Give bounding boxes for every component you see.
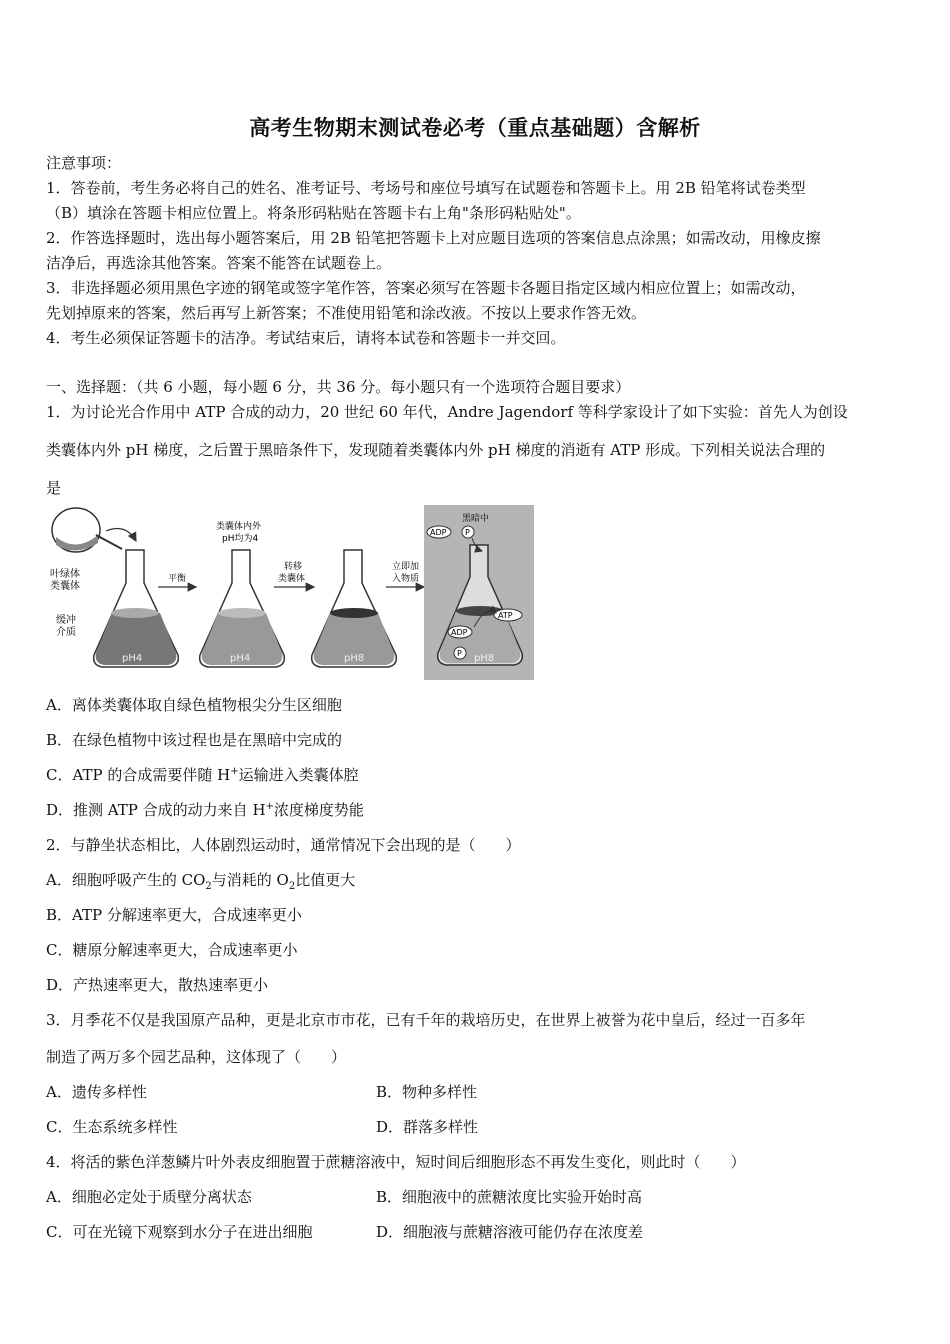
flask-3 — [312, 550, 397, 667]
ph-label: pH4 — [122, 653, 143, 664]
q4-option-b: B．细胞液中的蔗糖浓度比实验开始时高 — [376, 1188, 643, 1206]
ph-label: pH4 — [230, 653, 251, 664]
q2-option-c: C．糖原分解速率更大，合成速率更小 — [46, 941, 298, 959]
question-1-stem: 是 — [46, 479, 62, 497]
label-adp: ADP — [451, 628, 468, 637]
label-p: P — [465, 528, 470, 537]
q4-option-d: D．细胞液与蔗糖溶液可能仍存在浓度差 — [376, 1223, 644, 1241]
label-atp: ATP — [498, 611, 513, 620]
notice-line: 3．非选择题必须用黑色字迹的钢笔或签字笔作答，答案必须写在答题卡各题目指定区域内相应位置上；如需改动， — [46, 279, 806, 297]
label-buffer: 缓冲 — [56, 615, 76, 626]
question-2-stem: 2．与静坐状态相比，人体剧烈运动时，通常情况下会出现的是（ ） — [46, 836, 521, 854]
arrow-label-add: 立即加 — [392, 562, 420, 572]
q2-option-d: D．产热速率更大，散热速率更小 — [46, 976, 269, 994]
q2-option-b: B．ATP 分解速率更大，合成速率更小 — [46, 906, 302, 924]
notice-line: 先划掉原来的答案，然后再写上新答案；不准使用铅笔和涂改液。不按以上要求作答无效。 — [46, 304, 647, 322]
q4-option-c: C．可在光镜下观察到水分子在进出细胞 — [46, 1223, 313, 1241]
q3-option-a: A．遗传多样性 — [46, 1083, 147, 1101]
arrow-label-substance: 入物质 — [392, 574, 420, 584]
notice-line: 2．作答选择题时，选出每小题答案后，用 2B 铅笔把答题卡上对应题目选项的答案信息点涂黑；如需改动，用橡皮擦 — [46, 229, 821, 247]
label-p: P — [457, 649, 462, 658]
label-thylakoid: 类囊体 — [50, 581, 80, 592]
label-chloroplast: 叶绿体 — [50, 569, 80, 580]
q1-option-a: A．离体类囊体取自绿色植物根尖分生区细胞 — [46, 696, 342, 714]
label-inside-outside: 类囊体内外 — [216, 522, 262, 532]
q1-option-c: C．ATP 的合成需要伴随 H+运输进入类囊体腔 — [46, 766, 359, 784]
notice-heading: 注意事项： — [46, 154, 122, 172]
q1-option-b: B．在绿色植物中该过程也是在黑暗中完成的 — [46, 731, 343, 749]
arrow-label-transfer: 转移 — [284, 562, 303, 572]
label-medium: 介质 — [56, 627, 76, 638]
section-heading: 一、选择题：（共 6 小题，每小题 6 分，共 36 分。每小题只有一个选项符合题目要求） — [46, 378, 631, 396]
label-adp: ADP — [430, 528, 447, 537]
question-3-stem: 3．月季花不仅是我国原产品种，更是北京市市花，已有千年的栽培历史，在世界上被誉为花中皇后，经过一百多年 — [46, 1011, 806, 1029]
q1-option-d: D．推测 ATP 合成的动力来自 H+浓度梯度势能 — [46, 801, 364, 819]
q3-option-d: D．群落多样性 — [376, 1118, 479, 1136]
notice-line: 1．答卷前，考生务必将自己的姓名、准考证号、考场号和座位号填写在试题卷和答题卡上。用 2B 铅笔将试卷类型 — [46, 179, 806, 197]
ph-label: pH8 — [474, 653, 495, 664]
ph-label: pH8 — [344, 653, 365, 664]
question-1-stem: 类囊体内外 pH 梯度，之后置于黑暗条件下，发现随着类囊体内外 pH 梯度的消逝有 ATP 形成。下列相关说法合理的 — [46, 441, 826, 459]
notice-line: （B）填涂在答题卡相应位置上。将条形码粘贴在答题卡右上角"条形码粘贴处"。 — [46, 204, 581, 222]
question-1-stem: 1．为讨论光合作用中 ATP 合成的动力，20 世纪 60 年代，Andre Jagendorf 等科学家设计了如下实验：首先人为创设 — [46, 403, 848, 421]
q2-option-a: A．细胞呼吸产生的 $CO_2$与消耗的 $O_2$比值更大 — [46, 871, 356, 892]
q3-option-c: C．生态系统多样性 — [46, 1118, 178, 1136]
question-4-stem: 4．将活的紫色洋葱鳞片叶外表皮细胞置于蔗糖溶液中，短时间后细胞形态不再发生变化，则此时（ ） — [46, 1153, 746, 1171]
label-dark: 黑暗中 — [462, 514, 490, 524]
label-ph-equal: pH均为4 — [222, 534, 259, 544]
q3-option-b: B．物种多样性 — [376, 1083, 478, 1101]
notice-line: 洁净后，再选涂其他答案。答案不能答在试题卷上。 — [46, 254, 392, 272]
question-3-stem: 制造了两万多个园艺品种，这体现了（ ） — [46, 1048, 347, 1066]
q4-option-a: A．细胞必定处于质壁分离状态 — [46, 1188, 252, 1206]
experiment-figure — [46, 505, 536, 681]
notice-line: 4．考生必须保证答题卡的洁净。考试结束后，请将本试卷和答题卡一并交回。 — [46, 329, 566, 347]
flask-2 — [200, 550, 285, 667]
arrow-label-thylakoid: 类囊体 — [278, 574, 306, 584]
page-title: 高考生物期末测试卷必考（重点基础题）含解析 — [249, 115, 701, 140]
arrow-label-equilibrate: 平衡 — [168, 574, 187, 584]
